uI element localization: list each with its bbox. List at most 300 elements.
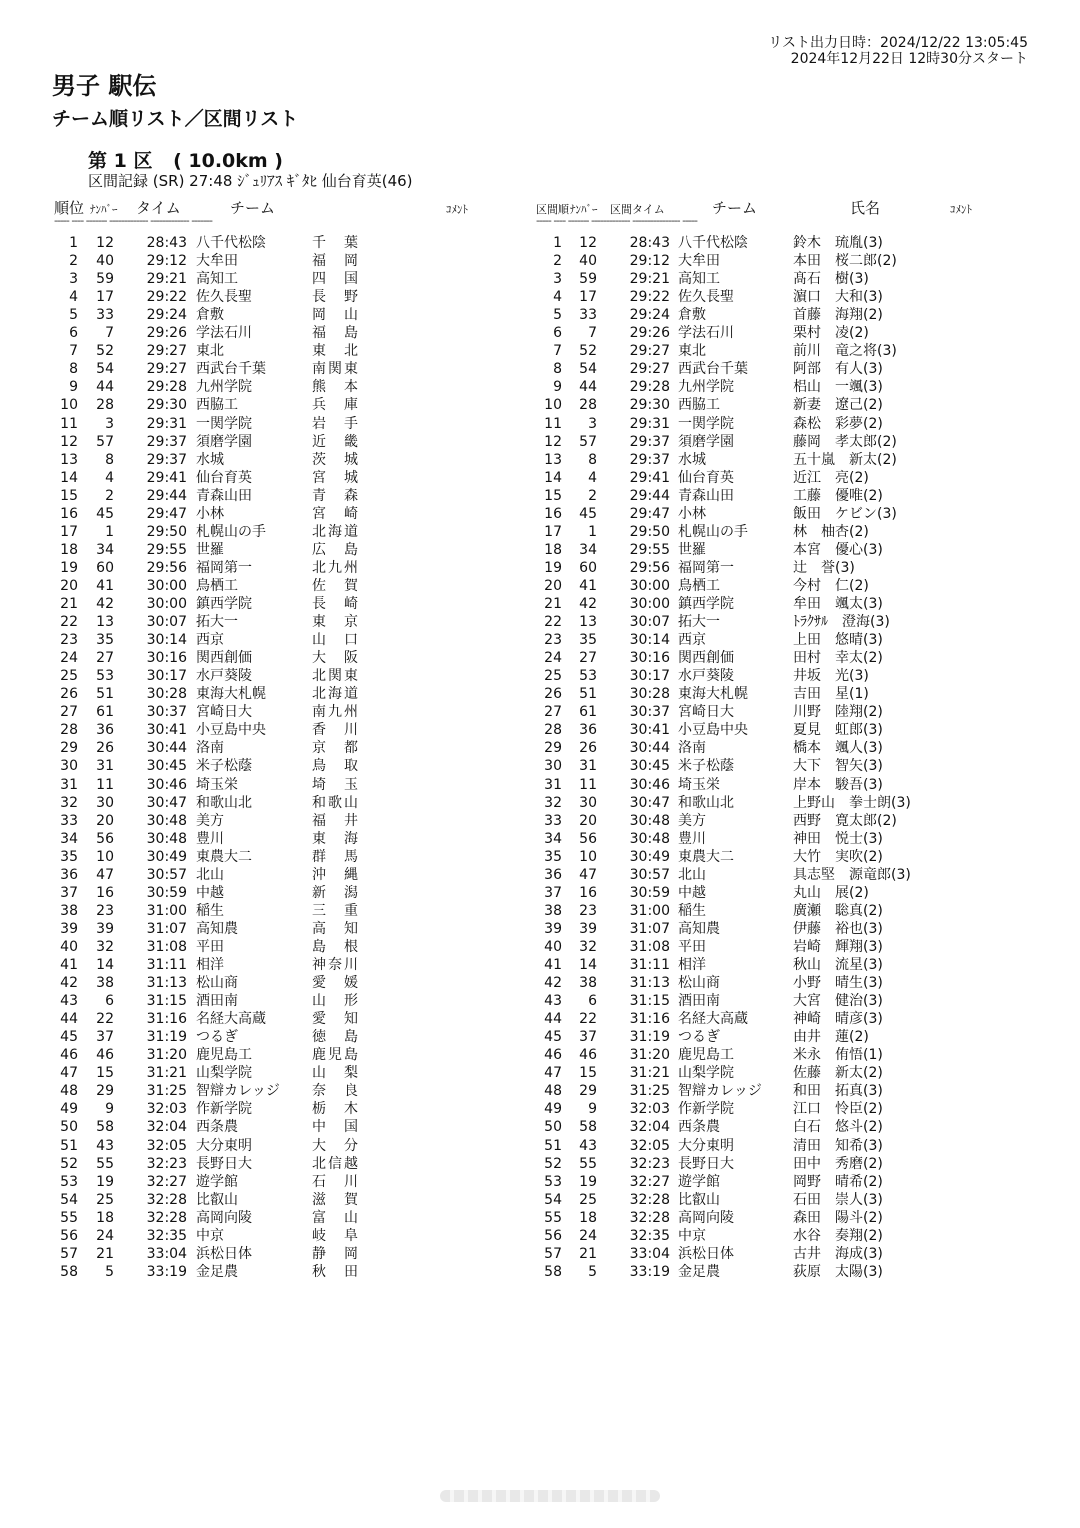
team-time: 32:04 [146, 1119, 187, 1136]
team-name: つるぎ [196, 1029, 238, 1046]
section-rank: 12 [544, 433, 562, 450]
section-time: 31:21 [629, 1065, 670, 1082]
section-record: 区間記録 (SR) 27:48 ｼﾞｭﾘｱｽ ｷﾞﾀﾋ 仙台育英(46) [88, 172, 413, 190]
team-region: 静岡 [312, 1245, 358, 1262]
table-row [0, 487, 1080, 505]
section-number: 27 [579, 650, 597, 667]
table-row [0, 433, 1080, 451]
team-region: 東海 [312, 830, 358, 847]
runner-name: 髙石 樹(3) [793, 271, 869, 288]
section-rank: 48 [544, 1083, 562, 1100]
team-region: 北海道 [312, 523, 358, 540]
team-number: 53 [96, 668, 114, 685]
section-team: 佐久長聖 [678, 289, 734, 306]
runner-name: 井坂 光(3) [793, 668, 869, 685]
team-region: 香川 [312, 722, 358, 739]
table-row [0, 559, 1080, 577]
section-team: 倉敷 [678, 307, 706, 324]
section-number: 5 [588, 1263, 597, 1280]
runner-name: 牟田 颯太(3) [793, 596, 883, 612]
section-time: 30:16 [629, 650, 670, 667]
table-row [0, 1191, 1080, 1209]
section-number: 45 [579, 505, 597, 522]
team-rank: 8 [69, 361, 78, 378]
table-row [0, 685, 1080, 703]
table-row [0, 415, 1080, 433]
section-number: 55 [579, 1155, 597, 1172]
section-team: 中越 [678, 884, 706, 901]
team-rank: 44 [60, 1011, 78, 1028]
section-number: 19 [579, 1173, 597, 1190]
section-number: 32 [579, 938, 597, 955]
team-name: 西武台千葉 [196, 361, 266, 378]
section-team: 比叡山 [678, 1191, 720, 1208]
section-rank: 11 [544, 415, 562, 432]
team-rank: 50 [60, 1119, 78, 1136]
team-name: 中京 [196, 1227, 224, 1244]
team-region: 福島 [312, 325, 358, 342]
section-number: 35 [579, 632, 597, 649]
table-row [0, 451, 1080, 469]
section-team: 美方 [678, 812, 706, 829]
team-number: 18 [96, 1209, 114, 1226]
section-number: 29 [579, 1083, 597, 1100]
section-time: 30:44 [629, 740, 670, 757]
output-datetime: リスト出力日時：2024/12/22 13:05:45 [768, 35, 1028, 51]
section-team: 小林 [678, 505, 706, 522]
section-team: 松山商 [678, 975, 720, 992]
team-name: 智辯カレッジ [196, 1083, 280, 1100]
team-rank: 41 [60, 957, 78, 973]
table-row [0, 1064, 1080, 1082]
section-number: 28 [579, 397, 597, 414]
section-team: 豊川 [678, 830, 706, 847]
runner-name: 具志堅 源竜郎(3) [793, 866, 911, 883]
team-name: 豊川 [196, 830, 224, 847]
table-row [0, 378, 1080, 396]
section-number: 42 [579, 596, 597, 612]
team-rank: 39 [60, 920, 78, 937]
runner-name: 佐藤 新太(2) [793, 1065, 883, 1082]
section-rank: 18 [544, 541, 562, 558]
table-row [0, 794, 1080, 812]
runner-name: 夏見 虹郎(3) [793, 722, 883, 739]
section-number: 18 [579, 1209, 597, 1226]
runner-name: 白石 悠斗(2) [793, 1119, 883, 1136]
team-name: 洛南 [196, 740, 224, 757]
team-number: 40 [96, 253, 114, 270]
team-rank: 27 [60, 704, 78, 721]
section-time: 31:20 [629, 1047, 670, 1064]
section-team: 大牟田 [678, 253, 720, 270]
team-time: 30:48 [146, 812, 187, 829]
team-time: 31:25 [146, 1083, 187, 1100]
team-time: 30:49 [146, 848, 187, 865]
table-row [0, 324, 1080, 342]
team-region: 山形 [312, 993, 358, 1010]
section-number: 15 [579, 1065, 597, 1082]
runner-name: 川野 陸翔(2) [793, 704, 883, 721]
team-time: 29:27 [146, 343, 187, 360]
team-name: 佐久長聖 [196, 289, 252, 306]
team-time: 32:28 [146, 1209, 187, 1226]
section-team: 埼玉栄 [678, 776, 720, 793]
section-col-number: ﾅﾝﾊﾞｰ [570, 203, 598, 216]
table-row [0, 721, 1080, 739]
runner-name: 辻 誉(3) [793, 559, 855, 576]
team-time: 30:00 [146, 596, 187, 612]
section-team: 中京 [678, 1227, 706, 1244]
team-region: 岐阜 [312, 1227, 358, 1244]
team-region: 富山 [312, 1209, 358, 1226]
runner-name: 和田 拓真(3) [793, 1083, 883, 1100]
team-name: 作新学院 [196, 1101, 252, 1118]
team-rank: 5 [69, 307, 78, 324]
section-team: 鳥栖工 [678, 577, 720, 594]
team-rank: 22 [60, 614, 78, 631]
team-time: 28:43 [146, 235, 187, 251]
section-number: 25 [579, 1191, 597, 1208]
table-row [0, 396, 1080, 414]
team-time: 31:19 [146, 1029, 187, 1046]
team-number: 6 [105, 993, 114, 1010]
team-rank: 12 [60, 433, 78, 450]
section-col-rank: 区間順 [536, 203, 569, 216]
section-team: 東農大二 [678, 848, 734, 865]
section-time: 32:03 [629, 1101, 670, 1118]
team-time: 29:47 [146, 505, 187, 522]
section-team: 宮崎日大 [678, 704, 734, 721]
section-number: 56 [579, 830, 597, 847]
team-number: 37 [96, 1029, 114, 1046]
team-region: 兵庫 [312, 397, 358, 414]
section-number: 17 [579, 289, 597, 306]
runner-name: 伊藤 裕也(3) [793, 920, 883, 937]
team-number: 4 [105, 469, 114, 486]
team-time: 31:07 [146, 920, 187, 937]
team-region: 三重 [312, 902, 358, 919]
section-rank: 38 [544, 902, 562, 919]
team-rank: 28 [60, 722, 78, 739]
section-rank: 51 [544, 1137, 562, 1154]
table-row [0, 613, 1080, 631]
runner-name: 岡野 晴希(2) [793, 1173, 883, 1190]
team-number: 60 [96, 559, 114, 576]
team-name: 比叡山 [196, 1191, 238, 1208]
runner-name: 栗村 凌(2) [793, 325, 869, 342]
team-time: 30:57 [146, 866, 187, 883]
team-time: 30:16 [146, 650, 187, 667]
table-row [0, 902, 1080, 920]
team-rank: 11 [60, 415, 78, 432]
team-region: 茨城 [312, 451, 358, 468]
table-row [0, 974, 1080, 992]
team-rank: 49 [60, 1101, 78, 1118]
section-team: 福岡第一 [678, 559, 734, 576]
team-name: 東北 [196, 343, 224, 360]
team-name: 福岡第一 [196, 559, 252, 576]
section-team: 東海大札幌 [678, 686, 748, 703]
section-rank: 6 [553, 325, 562, 342]
team-region: 北関東 [312, 668, 358, 685]
team-region: 栃木 [312, 1101, 358, 1118]
section-time: 29:27 [629, 343, 670, 360]
team-name: 埼玉栄 [196, 776, 238, 793]
team-time: 29:24 [146, 307, 187, 324]
table-row [0, 469, 1080, 487]
team-name: 鳥栖工 [196, 577, 238, 594]
team-rank: 16 [60, 505, 78, 522]
team-number: 45 [96, 505, 114, 522]
section-rank: 27 [544, 704, 562, 721]
team-time: 30:47 [146, 794, 187, 811]
team-time: 30:48 [146, 830, 187, 847]
team-number: 61 [96, 704, 114, 721]
team-name: 宮崎日大 [196, 704, 252, 721]
team-region: 岩手 [312, 415, 358, 432]
team-name: 青森山田 [196, 487, 252, 504]
section-team: 学法石川 [678, 325, 734, 342]
team-time: 29:22 [146, 289, 187, 306]
team-region: 福岡 [312, 253, 358, 270]
runner-name: 濵口 大和(3) [793, 289, 883, 306]
section-rank: 4 [553, 289, 562, 306]
team-rank: 13 [60, 451, 78, 468]
table-row [0, 1046, 1080, 1064]
runner-name: 橋本 颯人(3) [793, 740, 883, 757]
section-number: 16 [579, 884, 597, 901]
section-team: 西武台千葉 [678, 361, 748, 378]
team-time: 31:11 [146, 957, 187, 973]
table-row [0, 360, 1080, 378]
team-region: 秋田 [312, 1263, 358, 1280]
team-time: 29:12 [146, 253, 187, 270]
team-number: 36 [96, 722, 114, 739]
section-team: 長野日大 [678, 1155, 734, 1172]
section-number: 22 [579, 1011, 597, 1028]
team-region: 群馬 [312, 848, 358, 865]
team-col-time: タイム [136, 199, 181, 217]
team-rank: 46 [60, 1047, 78, 1064]
section-rank: 29 [544, 740, 562, 757]
section-team: 鎮西学院 [678, 596, 734, 612]
section-time: 32:35 [629, 1227, 670, 1244]
section-time: 30:48 [629, 812, 670, 829]
team-rank: 47 [60, 1065, 78, 1082]
team-name: 西条農 [196, 1119, 238, 1136]
team-number: 20 [96, 812, 114, 829]
table-row [0, 1209, 1080, 1227]
runner-name: 田村 幸太(2) [793, 650, 883, 667]
section-rank: 39 [544, 920, 562, 937]
team-rank: 51 [60, 1137, 78, 1154]
section-team: 一関学院 [678, 415, 734, 432]
section-time: 29:22 [629, 289, 670, 306]
page-subtitle: チーム順リスト／区間リスト [52, 108, 299, 130]
section-rank: 30 [544, 758, 562, 775]
runner-name: 由井 蓮(2) [793, 1029, 869, 1046]
runner-name: 首藤 海翔(2) [793, 307, 883, 324]
table-row [0, 757, 1080, 775]
team-rank: 37 [60, 884, 78, 901]
team-time: 29:50 [146, 523, 187, 540]
runner-name: 本宮 優心(3) [793, 541, 883, 558]
section-time: 31:13 [629, 975, 670, 992]
section-team: 北山 [678, 866, 706, 883]
section-time: 30:46 [629, 776, 670, 793]
section-number: 57 [579, 433, 597, 450]
team-rank: 7 [69, 343, 78, 360]
section-number: 52 [579, 343, 597, 360]
team-rank: 48 [60, 1083, 78, 1100]
table-row [0, 1118, 1080, 1136]
team-rank: 43 [60, 993, 78, 1010]
team-number: 16 [96, 884, 114, 901]
team-rank: 18 [60, 541, 78, 558]
table-row [0, 848, 1080, 866]
section-team: 小豆島中央 [678, 722, 748, 739]
section-team: 西京 [678, 632, 706, 649]
team-rank: 19 [60, 559, 78, 576]
team-region: 山梨 [312, 1065, 358, 1082]
section-rank: 50 [544, 1119, 562, 1136]
section-time: 31:07 [629, 920, 670, 937]
team-name: 拓大一 [196, 614, 238, 631]
section-time: 29:30 [629, 397, 670, 414]
team-name: 中越 [196, 884, 224, 901]
team-name: 八千代松陰 [196, 235, 266, 251]
table-row [0, 1082, 1080, 1100]
runner-name: 大下 智矢(3) [793, 758, 883, 775]
team-number: 13 [96, 614, 114, 631]
runner-name: 清田 知希(3) [793, 1137, 883, 1154]
section-rank: 19 [544, 559, 562, 576]
section-time: 29:47 [629, 505, 670, 522]
table-row [0, 739, 1080, 757]
section-team: 須磨学園 [678, 433, 734, 450]
section-number: 36 [579, 722, 597, 739]
table-row [0, 270, 1080, 288]
section-team: 洛南 [678, 740, 706, 757]
team-time: 31:20 [146, 1047, 187, 1064]
table-row [0, 306, 1080, 324]
section-team: 鹿児島工 [678, 1047, 734, 1064]
page-title: 男子 駅伝 [52, 72, 157, 100]
table-row [0, 523, 1080, 541]
team-rank: 56 [60, 1227, 78, 1244]
section-time: 31:11 [629, 957, 670, 973]
section-team: 青森山田 [678, 487, 734, 504]
section-team: 智辯カレッジ [678, 1083, 762, 1100]
section-number: 23 [579, 902, 597, 919]
team-number: 54 [96, 361, 114, 378]
team-time: 30:17 [146, 668, 187, 685]
team-rank: 54 [60, 1191, 78, 1208]
section-time: 30:37 [629, 704, 670, 721]
runner-name: 大竹 実吹(2) [793, 848, 883, 865]
team-name: 一関学院 [196, 415, 252, 432]
section-rank: 22 [544, 614, 562, 631]
team-number: 35 [96, 632, 114, 649]
team-time: 30:41 [146, 722, 187, 739]
section-time: 30:49 [629, 848, 670, 865]
section-number: 30 [579, 794, 597, 811]
table-row [0, 938, 1080, 956]
team-region: 南関東 [312, 361, 358, 378]
runner-name: 西野 寛太郎(2) [793, 812, 897, 829]
section-rank: 5 [553, 307, 562, 324]
section-number: 34 [579, 541, 597, 558]
section-number: 21 [579, 1245, 597, 1262]
table-row [0, 541, 1080, 559]
section-rank: 14 [544, 469, 562, 486]
section-time: 30:45 [629, 758, 670, 775]
section-rank: 7 [553, 343, 562, 360]
team-number: 32 [96, 938, 114, 955]
runner-name: 石田 崇人(3) [793, 1191, 883, 1208]
table-row [0, 1173, 1080, 1191]
section-team: 西条農 [678, 1119, 720, 1136]
section-time: 29:21 [629, 271, 670, 288]
runner-name: 神田 悦士(3) [793, 830, 883, 847]
team-number: 56 [96, 830, 114, 847]
team-region: 東北 [312, 343, 358, 360]
section-number: 46 [579, 1047, 597, 1064]
section-time: 30:07 [629, 614, 670, 631]
team-number: 12 [96, 235, 114, 251]
section-team: 札幌山の手 [678, 523, 748, 540]
runner-name: 上田 悠晴(3) [793, 632, 883, 649]
section-team: つるぎ [678, 1029, 720, 1046]
section-number: 8 [588, 451, 597, 468]
team-region: 愛媛 [312, 975, 358, 992]
section-time: 29:12 [629, 253, 670, 270]
section-heading [88, 146, 297, 173]
team-rank: 2 [69, 253, 78, 270]
section-number: 38 [579, 975, 597, 992]
team-region: 奈良 [312, 1083, 358, 1100]
team-time: 31:16 [146, 1011, 187, 1028]
section-rank: 57 [544, 1245, 562, 1262]
section-rank: 1 [553, 235, 562, 251]
section-team: 九州学院 [678, 379, 734, 396]
team-name: 大分東明 [196, 1137, 252, 1154]
table-row [0, 667, 1080, 685]
section-number: 37 [579, 1029, 597, 1046]
section-rank: 36 [544, 866, 562, 883]
section-col-time: 区間タイム [610, 203, 665, 216]
section-team: 大分東明 [678, 1137, 734, 1154]
section-rank: 2 [553, 253, 562, 270]
team-region: 神奈川 [312, 957, 358, 973]
section-time: 29:31 [629, 415, 670, 432]
section-col-name: 氏名 [850, 199, 881, 217]
section-number: 58 [579, 1119, 597, 1136]
team-name: 関西創価 [196, 650, 252, 667]
team-region: 滋賀 [312, 1191, 358, 1208]
team-number: 26 [96, 740, 114, 757]
team-name: 酒田南 [196, 993, 238, 1010]
team-region: 島根 [312, 938, 358, 955]
team-name: 平田 [196, 938, 224, 955]
team-time: 32:28 [146, 1191, 187, 1208]
team-region: 宮崎 [312, 505, 358, 522]
team-rank: 3 [69, 271, 78, 288]
page-footer-bar [440, 1490, 660, 1502]
team-rank: 4 [69, 289, 78, 306]
section-number: 41 [579, 577, 597, 594]
team-rank: 20 [60, 577, 78, 594]
